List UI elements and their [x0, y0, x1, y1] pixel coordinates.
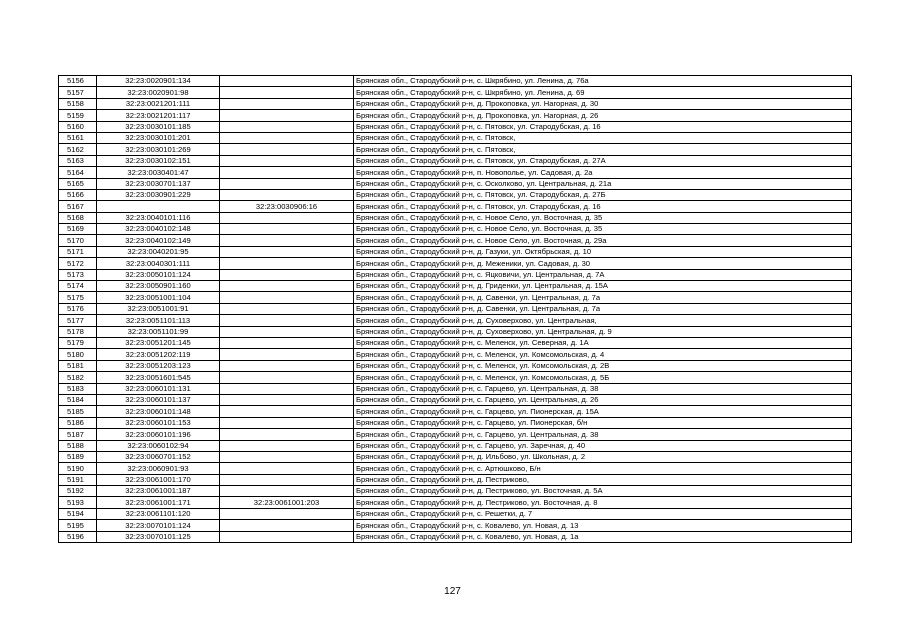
previous-number-cell [220, 303, 354, 314]
cadastral-number-cell: 32:23:0030101:185 [97, 121, 220, 132]
address-cell: Брянская обл., Стародубский р-н, с. Решетки, д. 7 [354, 508, 852, 519]
address-cell: Брянская обл., Стародубский р-н, с. Новое Село, ул. Восточная, д. 29а [354, 235, 852, 246]
address-cell: Брянская обл., Стародубский р-н, с. Меленск, ул. Комсомольская, д. 5Б [354, 372, 852, 383]
table-row [59, 417, 852, 428]
previous-number-cell [220, 315, 354, 326]
cadastral-number-cell: 32:23:0051101:113 [97, 315, 220, 326]
previous-number-cell [220, 474, 354, 485]
row-number-cell: 5162 [59, 144, 97, 155]
registry-table [58, 75, 852, 543]
cadastral-number-cell: 32:23:0061001:171 [97, 497, 220, 508]
table-row [59, 144, 852, 155]
table-row [59, 451, 852, 462]
previous-number-cell [220, 440, 354, 451]
previous-number-cell [220, 383, 354, 394]
cadastral-number-cell: 32:23:0051101:99 [97, 326, 220, 337]
previous-number-cell [220, 87, 354, 98]
cadastral-number-cell: 32:23:0060101:131 [97, 383, 220, 394]
table-row [59, 497, 852, 508]
table-row [59, 201, 852, 212]
table-row [59, 520, 852, 531]
cadastral-number-cell: 32:23:0050101:124 [97, 269, 220, 280]
address-cell: Брянская обл., Стародубский р-н, д. Савенки, ул. Центральная, д. 7а [354, 292, 852, 303]
cadastral-number-cell: 32:23:0040201:95 [97, 246, 220, 257]
row-number-cell: 5172 [59, 258, 97, 269]
address-cell: Брянская обл., Стародубский р-н, с. Ковалево, ул. Новая, д. 1а [354, 531, 852, 542]
table-row [59, 337, 852, 348]
previous-number-cell [220, 372, 354, 383]
previous-number-cell: 32:23:0030906:16 [220, 201, 354, 212]
table-row [59, 326, 852, 337]
previous-number-cell [220, 224, 354, 235]
address-cell: Брянская обл., Стародубский р-н, с. Гарцево, ул. Пионерская, б/н [354, 417, 852, 428]
row-number-cell: 5180 [59, 349, 97, 360]
address-cell: Брянская обл., Стародубский р-н, с. Шкрябино, ул. Ленина, д. 69 [354, 87, 852, 98]
address-cell: Брянская обл., Стародубский р-н, д. Пестриково, [354, 474, 852, 485]
row-number-cell: 5166 [59, 189, 97, 200]
row-number-cell: 5176 [59, 303, 97, 314]
row-number-cell: 5186 [59, 417, 97, 428]
row-number-cell: 5170 [59, 235, 97, 246]
table-row [59, 269, 852, 280]
previous-number-cell [220, 178, 354, 189]
address-cell: Брянская обл., Стародубский р-н, д. Суховерхово, ул. Центральная, [354, 315, 852, 326]
previous-number-cell [220, 508, 354, 519]
row-number-cell: 5161 [59, 132, 97, 143]
row-number-cell: 5160 [59, 121, 97, 132]
address-cell: Брянская обл., Стародубский р-н, д. Гриденки, ул. Центральная, д. 15А [354, 281, 852, 292]
table-row [59, 258, 852, 269]
address-cell: Брянская обл., Стародубский р-н, с. Меленск, ул. Комсомольская, д. 2В [354, 360, 852, 371]
previous-number-cell [220, 429, 354, 440]
row-number-cell: 5192 [59, 486, 97, 497]
cadastral-number-cell: 32:23:0060101:153 [97, 417, 220, 428]
previous-number-cell [220, 189, 354, 200]
address-cell: Брянская обл., Стародубский р-н, с. Пятовск, [354, 132, 852, 143]
cadastral-number-cell: 32:23:0030901:229 [97, 189, 220, 200]
table-row [59, 508, 852, 519]
cadastral-number-cell [97, 201, 220, 212]
previous-number-cell [220, 246, 354, 257]
previous-number-cell [220, 451, 354, 462]
previous-number-cell [220, 110, 354, 121]
previous-number-cell [220, 486, 354, 497]
previous-number-cell [220, 121, 354, 132]
row-number-cell: 5175 [59, 292, 97, 303]
table-row [59, 178, 852, 189]
table-row [59, 189, 852, 200]
row-number-cell: 5157 [59, 87, 97, 98]
previous-number-cell [220, 155, 354, 166]
previous-number-cell [220, 520, 354, 531]
cadastral-number-cell: 32:23:0020901:98 [97, 87, 220, 98]
previous-number-cell [220, 360, 354, 371]
cadastral-number-cell: 32:23:0051001:104 [97, 292, 220, 303]
row-number-cell: 5194 [59, 508, 97, 519]
cadastral-number-cell: 32:23:0060701:152 [97, 451, 220, 462]
address-cell: Брянская обл., Стародубский р-н, с. Гарцево, ул. Пионерская, д. 15А [354, 406, 852, 417]
previous-number-cell [220, 269, 354, 280]
row-number-cell: 5188 [59, 440, 97, 451]
row-number-cell: 5193 [59, 497, 97, 508]
address-cell: Брянская обл., Стародубский р-н, с. Пятовск, ул. Стародубская, д. 16 [354, 121, 852, 132]
address-cell: Брянская обл., Стародубский р-н, с. Гарцево, ул. Центральная, д. 38 [354, 383, 852, 394]
cadastral-number-cell: 32:23:0030101:201 [97, 132, 220, 143]
table-row [59, 394, 852, 405]
page-number: 127 [444, 586, 461, 597]
address-cell: Брянская обл., Стародубский р-н, с. Осколково, ул. Центральная, д. 21а [354, 178, 852, 189]
row-number-cell: 5159 [59, 110, 97, 121]
cadastral-number-cell: 32:23:0040102:148 [97, 224, 220, 235]
table-row [59, 121, 852, 132]
address-cell: Брянская обл., Стародубский р-н, с. Яцковичи, ул. Центральная, д. 7А [354, 269, 852, 280]
row-number-cell: 5169 [59, 224, 97, 235]
table-row [59, 155, 852, 166]
address-cell: Брянская обл., Стародубский р-н, с. Артюшково, Б/н [354, 463, 852, 474]
cadastral-number-cell: 32:23:0070101:124 [97, 520, 220, 531]
table-row [59, 212, 852, 223]
row-number-cell: 5173 [59, 269, 97, 280]
cadastral-number-cell: 32:23:0060101:137 [97, 394, 220, 405]
address-cell: Брянская обл., Стародубский р-н, д. Меженики, ул. Садовая, д. 30 [354, 258, 852, 269]
address-cell: Брянская обл., Стародубский р-н, с. Гарцево, ул. Центральная, д. 38 [354, 429, 852, 440]
row-number-cell: 5177 [59, 315, 97, 326]
row-number-cell: 5191 [59, 474, 97, 485]
table-row [59, 110, 852, 121]
cadastral-number-cell: 32:23:0061001:170 [97, 474, 220, 485]
table-row [59, 429, 852, 440]
cadastral-number-cell: 32:23:0060901:93 [97, 463, 220, 474]
address-cell: Брянская обл., Стародубский р-н, с. Пятовск, ул. Стародубская, д. 27А [354, 155, 852, 166]
table-row [59, 76, 852, 87]
address-cell: Брянская обл., Стародубский р-н, д. Прокоповка, ул. Нагорная, д. 30 [354, 98, 852, 109]
cadastral-number-cell: 32:23:0060102:94 [97, 440, 220, 451]
cadastral-number-cell: 32:23:0040102:149 [97, 235, 220, 246]
previous-number-cell [220, 167, 354, 178]
cadastral-number-cell: 32:23:0061101:120 [97, 508, 220, 519]
table-row [59, 281, 852, 292]
previous-number-cell [220, 463, 354, 474]
cadastral-number-cell: 32:23:0030401:47 [97, 167, 220, 178]
address-cell: Брянская обл., Стародубский р-н, п. Новополье, ул. Садовая, д. 2а [354, 167, 852, 178]
cadastral-number-cell: 32:23:0051203:123 [97, 360, 220, 371]
table-row [59, 246, 852, 257]
table-row [59, 132, 852, 143]
cadastral-number-cell: 32:23:0030101:269 [97, 144, 220, 155]
previous-number-cell [220, 349, 354, 360]
table-row [59, 406, 852, 417]
address-cell: Брянская обл., Стародубский р-н, д. Ильбово, ул. Школьная, д. 2 [354, 451, 852, 462]
address-cell: Брянская обл., Стародубский р-н, с. Ковалево, ул. Новая, д. 13 [354, 520, 852, 531]
row-number-cell: 5165 [59, 178, 97, 189]
address-cell: Брянская обл., Стародубский р-н, с. Пятовск, ул. Стародубская, д. 16 [354, 201, 852, 212]
previous-number-cell [220, 76, 354, 87]
cadastral-number-cell: 32:23:0030102:151 [97, 155, 220, 166]
cadastral-number-cell: 32:23:0070101:125 [97, 531, 220, 542]
table-row [59, 383, 852, 394]
row-number-cell: 5174 [59, 281, 97, 292]
table-row [59, 224, 852, 235]
row-number-cell: 5196 [59, 531, 97, 542]
address-cell: Брянская обл., Стародубский р-н, д. Газуки, ул. Октябрьская, д. 10 [354, 246, 852, 257]
table-row [59, 360, 852, 371]
cadastral-number-cell: 32:23:0051001:91 [97, 303, 220, 314]
row-number-cell: 5181 [59, 360, 97, 371]
row-number-cell: 5185 [59, 406, 97, 417]
table-row [59, 167, 852, 178]
row-number-cell: 5168 [59, 212, 97, 223]
previous-number-cell [220, 337, 354, 348]
table-row [59, 87, 852, 98]
previous-number-cell [220, 98, 354, 109]
table-row [59, 531, 852, 542]
address-cell: Брянская обл., Стародубский р-н, с. Гарцево, ул. Центральная, д. 26 [354, 394, 852, 405]
address-cell: Брянская обл., Стародубский р-н, д. Пестриково, ул. Восточная, д. 5А [354, 486, 852, 497]
table-row [59, 303, 852, 314]
address-cell: Брянская обл., Стародубский р-н, с. Пятовск, [354, 144, 852, 155]
previous-number-cell [220, 281, 354, 292]
row-number-cell: 5195 [59, 520, 97, 531]
previous-number-cell [220, 326, 354, 337]
cadastral-number-cell: 32:23:0021201:111 [97, 98, 220, 109]
row-number-cell: 5179 [59, 337, 97, 348]
cadastral-number-cell: 32:23:0051201:145 [97, 337, 220, 348]
previous-number-cell [220, 417, 354, 428]
cadastral-number-cell: 32:23:0061001:187 [97, 486, 220, 497]
previous-number-cell [220, 144, 354, 155]
cadastral-number-cell: 32:23:0051601:545 [97, 372, 220, 383]
row-number-cell: 5187 [59, 429, 97, 440]
row-number-cell: 5164 [59, 167, 97, 178]
previous-number-cell [220, 235, 354, 246]
cadastral-number-cell: 32:23:0030701:137 [97, 178, 220, 189]
row-number-cell: 5182 [59, 372, 97, 383]
address-cell: Брянская обл., Стародубский р-н, д. Прокоповка, ул. Нагорная, д. 26 [354, 110, 852, 121]
address-cell: Брянская обл., Стародубский р-н, с. Пятовск, ул. Стародубская, д. 27Б [354, 189, 852, 200]
cadastral-number-cell: 32:23:0060101:148 [97, 406, 220, 417]
cadastral-number-cell: 32:23:0020901:134 [97, 76, 220, 87]
table-row [59, 349, 852, 360]
previous-number-cell [220, 292, 354, 303]
previous-number-cell [220, 212, 354, 223]
registry-table-body [59, 76, 852, 543]
row-number-cell: 5183 [59, 383, 97, 394]
address-cell: Брянская обл., Стародубский р-н, д. Савенки, ул. Центральная, д. 7а [354, 303, 852, 314]
cadastral-number-cell: 32:23:0050901:160 [97, 281, 220, 292]
table-row [59, 463, 852, 474]
cadastral-number-cell: 32:23:0021201:117 [97, 110, 220, 121]
cadastral-number-cell: 32:23:0040101:116 [97, 212, 220, 223]
row-number-cell: 5167 [59, 201, 97, 212]
cadastral-number-cell: 32:23:0051202:119 [97, 349, 220, 360]
cadastral-number-cell: 32:23:0040301:111 [97, 258, 220, 269]
table-row [59, 486, 852, 497]
table-row [59, 474, 852, 485]
address-cell: Брянская обл., Стародубский р-н, д. Суховерхово, ул. Центральная, д. 9 [354, 326, 852, 337]
address-cell: Брянская обл., Стародубский р-н, с. Новое Село, ул. Восточная, д. 35 [354, 212, 852, 223]
address-cell: Брянская обл., Стародубский р-н, с. Шкрябино, ул. Ленина, д. 76а [354, 76, 852, 87]
row-number-cell: 5178 [59, 326, 97, 337]
address-cell: Брянская обл., Стародубский р-н, с. Меленск, ул. Комсомольская, д. 4 [354, 349, 852, 360]
table-row [59, 440, 852, 451]
row-number-cell: 5189 [59, 451, 97, 462]
row-number-cell: 5158 [59, 98, 97, 109]
row-number-cell: 5163 [59, 155, 97, 166]
address-cell: Брянская обл., Стародубский р-н, с. Меленск, ул. Северная, д. 1А [354, 337, 852, 348]
previous-number-cell [220, 258, 354, 269]
address-cell: Брянская обл., Стародубский р-н, д. Пестриково, ул. Восточная, д. 8 [354, 497, 852, 508]
row-number-cell: 5156 [59, 76, 97, 87]
table-row [59, 292, 852, 303]
previous-number-cell [220, 531, 354, 542]
table-row [59, 315, 852, 326]
address-cell: Брянская обл., Стародубский р-н, с. Гарцево, ул. Заречная, д. 40 [354, 440, 852, 451]
table-row [59, 235, 852, 246]
previous-number-cell [220, 394, 354, 405]
row-number-cell: 5190 [59, 463, 97, 474]
previous-number-cell [220, 406, 354, 417]
table-row [59, 372, 852, 383]
row-number-cell: 5171 [59, 246, 97, 257]
previous-number-cell [220, 132, 354, 143]
row-number-cell: 5184 [59, 394, 97, 405]
table-row [59, 98, 852, 109]
previous-number-cell: 32:23:0061001:203 [220, 497, 354, 508]
address-cell: Брянская обл., Стародубский р-н, с. Новое Село, ул. Восточная, д. 35 [354, 224, 852, 235]
cadastral-number-cell: 32:23:0060101:196 [97, 429, 220, 440]
